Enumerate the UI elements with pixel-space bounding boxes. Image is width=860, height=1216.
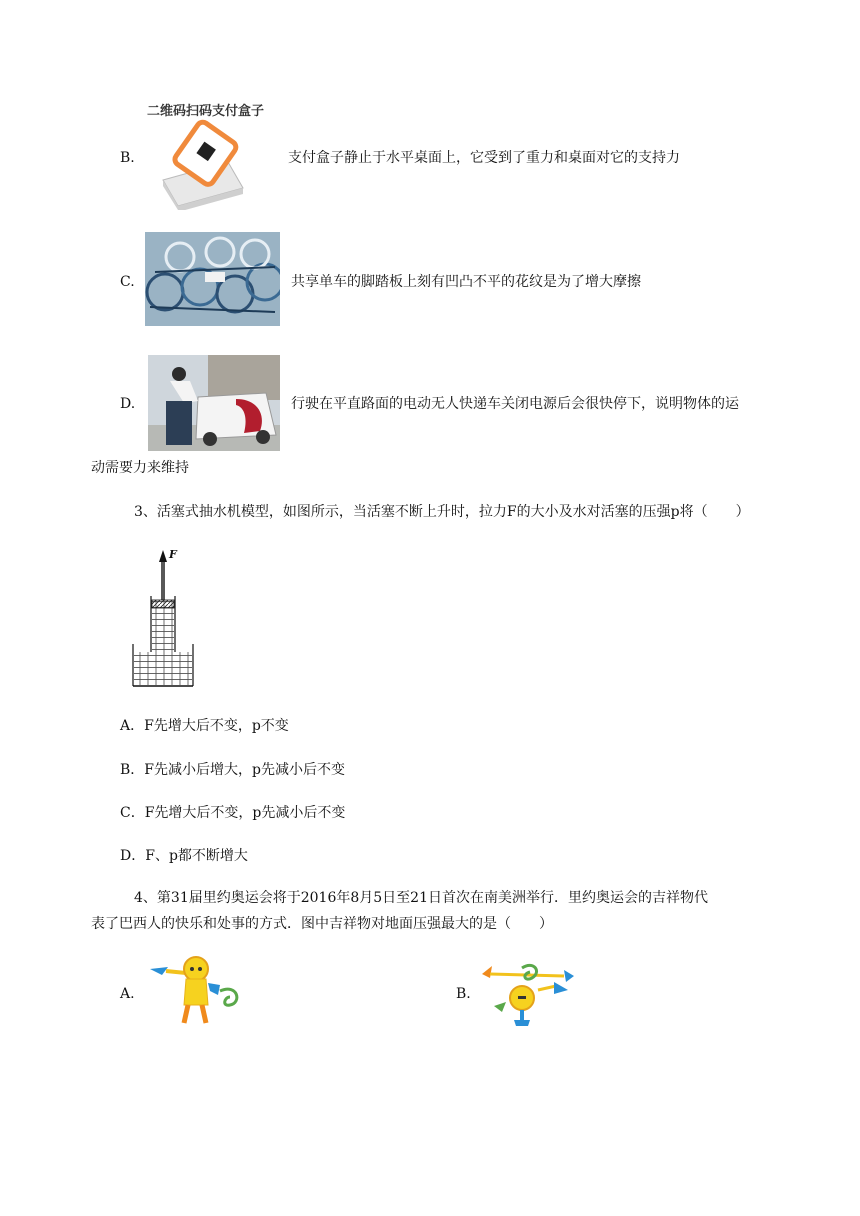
payment-box-drawing: [143, 100, 278, 210]
delivery-vehicle-image: [148, 355, 280, 451]
mascot-a-drawing: [146, 955, 246, 1027]
option-d-text-line2: 动需要力来维持: [91, 460, 189, 476]
delivery-vehicle-drawing: [148, 355, 280, 451]
option-c-letter: C.: [120, 274, 135, 290]
q3-option-c: C．F先增大后不变，p先减小后不变: [120, 805, 346, 821]
option-b-letter: B.: [120, 150, 135, 166]
force-f-label: F: [169, 548, 177, 561]
mascot-b-image: [478, 962, 578, 1028]
q4-stem-line1: 4、第31届里约奥运会将于2016年8月5日至21日首次在南美洲举行．里约奥运会的吉祥物代: [134, 890, 708, 906]
piston-pump-figure: [128, 548, 198, 693]
payment-box-image: [143, 100, 278, 210]
option-d-text-line1: 行驶在平直路面的电动无人快递车关闭电源后会很快停下，说明物体的运: [291, 396, 739, 412]
q3-stem: 3、活塞式抽水机模型，如图所示，当活塞不断上升时，拉力F的大小及水对活塞的压强p将（ ）: [134, 504, 750, 520]
q3-option-b: B．F先减小后增大，p先减小后不变: [120, 762, 345, 778]
payment-box-caption: 二维码扫码支付盒子: [147, 104, 265, 119]
option-b-text: 支付盒子静止于水平桌面上，它受到了重力和桌面对它的支持力: [288, 150, 680, 166]
q4-option-a-letter: A.: [120, 986, 135, 1002]
q4-stem-line2: 表了巴西人的快乐和处事的方式．图中吉祥物对地面压强最大的是（ ）: [91, 916, 553, 932]
option-d-letter: D.: [120, 396, 136, 412]
mascot-b-drawing: [478, 962, 578, 1028]
q3-option-a: A．F先增大后不变，p不变: [120, 718, 289, 734]
mascot-a-image: [146, 955, 246, 1027]
q3-option-d: D．F、p都不断增大: [120, 848, 248, 864]
shared-bicycles-image: [145, 232, 280, 326]
piston-pump-drawing: [128, 548, 198, 693]
option-c-text: 共享单车的脚踏板上刻有凹凸不平的花纹是为了增大摩擦: [291, 274, 641, 290]
q4-option-b-letter: B.: [456, 986, 471, 1002]
bicycles-drawing: [145, 232, 280, 326]
